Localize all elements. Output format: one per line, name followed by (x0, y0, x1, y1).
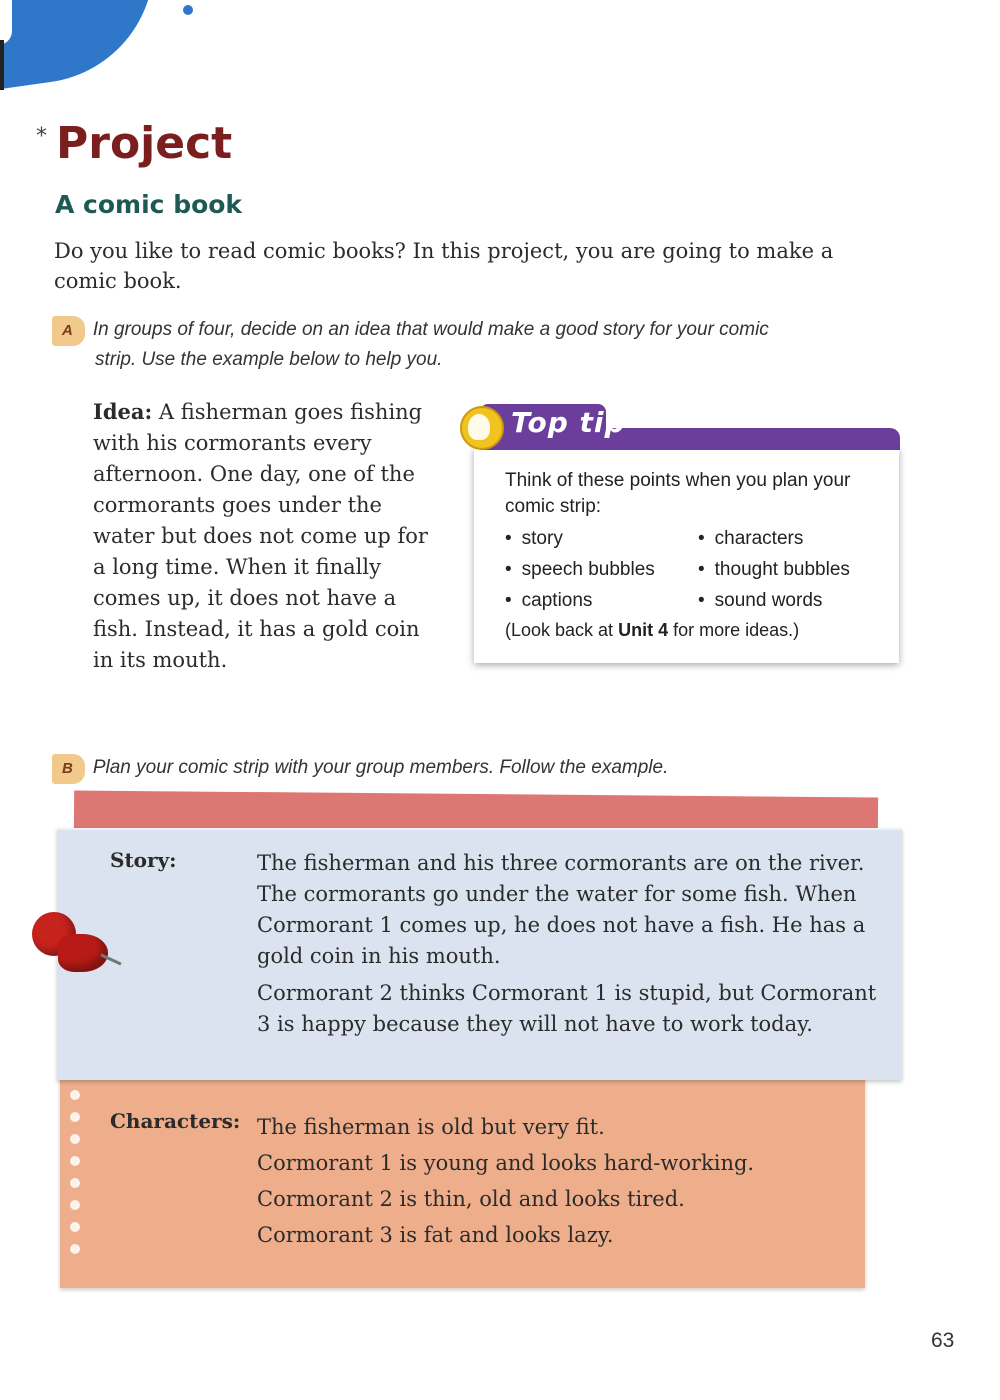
instruction-b-text: Plan your comic strip with your group members. Follow the example. (92, 757, 669, 778)
story-label: Story: (110, 848, 177, 872)
notebook-hole (70, 1200, 80, 1210)
page-number: 63 (931, 1329, 955, 1352)
tip-point: • captions (505, 588, 698, 614)
tip-point: • sound words (698, 588, 895, 614)
idea-text: A fisherman goes fishing with his cormorants every afternoon. One day, one of the cormorants goes under the water but does not come up for a long time. When it finally comes up, it does not have a fish. Instead, it has a gold coin in its mouth. (93, 400, 428, 672)
character-item: Cormorant 3 is fat and looks lazy. (257, 1223, 614, 1247)
tip-point: • speech bubbles (505, 557, 698, 583)
notebook-holes (70, 1090, 84, 1266)
lightbulb-icon-highlight (468, 414, 490, 440)
characters-list (257, 1109, 847, 1253)
top-tip-note-before: (Look back at (505, 620, 614, 640)
tip-point: • characters (698, 526, 895, 552)
story-paragraph: The fisherman and his three cormorants are on the river. The cormorants go under the water for some fish. When Cormorant 1 comes up, he does not have a fish. He has a gold coin in his mouth. (257, 851, 866, 968)
label-badge-b: B (52, 754, 85, 784)
top-tip-note-after: for more ideas.) (673, 620, 800, 640)
tip-point: • story (505, 526, 698, 552)
instruction-a-line2: strip. Use the example below to help you. (95, 349, 443, 370)
instruction-b (52, 754, 892, 784)
notebook-hole (70, 1178, 80, 1188)
story-text (257, 848, 882, 1046)
tip-point: • thought bubbles (698, 557, 895, 583)
decorative-dot (183, 5, 193, 15)
page-subtitle: A comic book (55, 190, 243, 219)
notebook-hole (70, 1222, 80, 1232)
instruction-a-line1: In groups of four, decide on an idea that would make a good story for your comic (92, 319, 769, 340)
top-tip-title: Top tip (511, 406, 626, 439)
characters-label: Characters: (110, 1109, 241, 1133)
corner-decoration (0, 0, 169, 93)
label-badge-a: A (52, 316, 85, 346)
top-tip-note (505, 617, 885, 643)
instruction-a (52, 316, 892, 374)
notebook-hole (70, 1156, 80, 1166)
top-tip-note-unit: Unit 4 (618, 620, 669, 640)
notebook-hole (70, 1244, 80, 1254)
notebook-hole (70, 1112, 80, 1122)
character-item: Cormorant 2 is thin, old and looks tired. (257, 1187, 685, 1211)
title-marker: * (36, 124, 47, 149)
idea-paragraph (93, 396, 438, 676)
character-item: The fisherman is old but very fit. (257, 1115, 605, 1139)
idea-label: Idea: (93, 399, 153, 424)
notebook-hole (70, 1090, 80, 1100)
top-tip-points (505, 526, 895, 614)
story-paragraph: Cormorant 2 thinks Cormorant 1 is stupid, but Cormorant 3 is happy because they will not have to work today. (257, 981, 877, 1036)
page-title: Project (56, 118, 233, 169)
intro-text: Do you like to read comic books? In this project, you are going to make a comic book. (54, 239, 834, 293)
notebook-hole (70, 1134, 80, 1144)
character-item: Cormorant 1 is young and looks hard-working. (257, 1151, 755, 1175)
edge-bar (0, 40, 4, 90)
top-tip-intro: Think of these points when you plan your comic strip: (505, 470, 851, 517)
